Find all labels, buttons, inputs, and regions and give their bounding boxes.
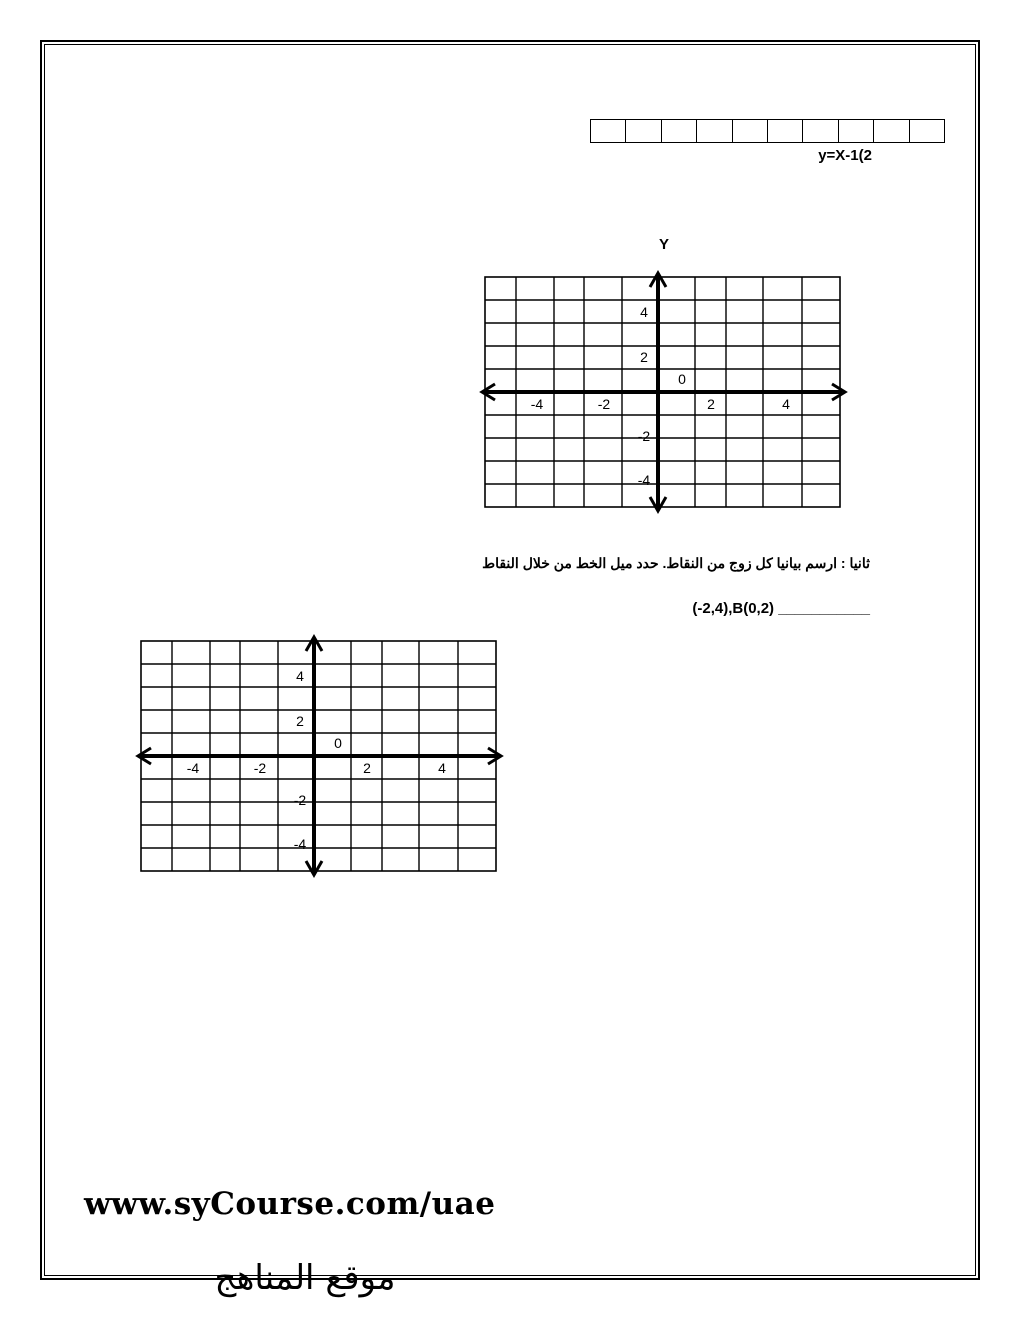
y-tick-label: 4 — [640, 304, 648, 320]
table-cell — [591, 120, 625, 142]
x-tick-label: -4 — [186, 760, 200, 776]
equation-label: y=X-1(2 — [818, 147, 872, 164]
x-tick-label: -2 — [597, 396, 611, 412]
site-name-arabic: موقع المناهج — [214, 1258, 396, 1298]
y-tick-label: -2 — [637, 428, 651, 444]
website-url: www.syCourse.com/uae — [84, 1186, 496, 1222]
coordinate-grid-2 — [136, 634, 506, 874]
y-tick-label: -2 — [293, 792, 307, 808]
y-tick-label: 2 — [640, 349, 648, 365]
table-cell — [838, 120, 873, 142]
x-tick-label: -4 — [530, 396, 544, 412]
points-line: (-2,4),B(0,2) ___________ — [692, 600, 870, 617]
x-tick-label: 2 — [707, 396, 715, 412]
y-tick-label: -4 — [637, 472, 651, 488]
table-cell — [661, 120, 696, 142]
coordinate-grid-1 — [480, 270, 850, 510]
table-cell — [802, 120, 837, 142]
table-cell — [873, 120, 908, 142]
x-tick-label: 2 — [363, 760, 371, 776]
x-tick-label: 4 — [782, 396, 790, 412]
x-tick-label: 4 — [438, 760, 446, 776]
y-tick-label: 4 — [296, 668, 304, 684]
y-tick-label: 2 — [296, 713, 304, 729]
y-tick-label: -4 — [293, 836, 307, 852]
table-cell — [696, 120, 731, 142]
table-cell — [625, 120, 660, 142]
table-cell — [767, 120, 802, 142]
values-table — [590, 119, 945, 143]
question-text: ثانيا : ارسم بيانيا كل زوج من النقاط. حدد ميل الخط من خلال النقاط — [482, 555, 870, 571]
origin-label: 0 — [334, 735, 342, 751]
table-cell — [909, 120, 944, 142]
origin-label: 0 — [678, 371, 686, 387]
y-axis-label: Y — [658, 236, 669, 253]
table-cell — [732, 120, 767, 142]
x-tick-label: -2 — [253, 760, 267, 776]
